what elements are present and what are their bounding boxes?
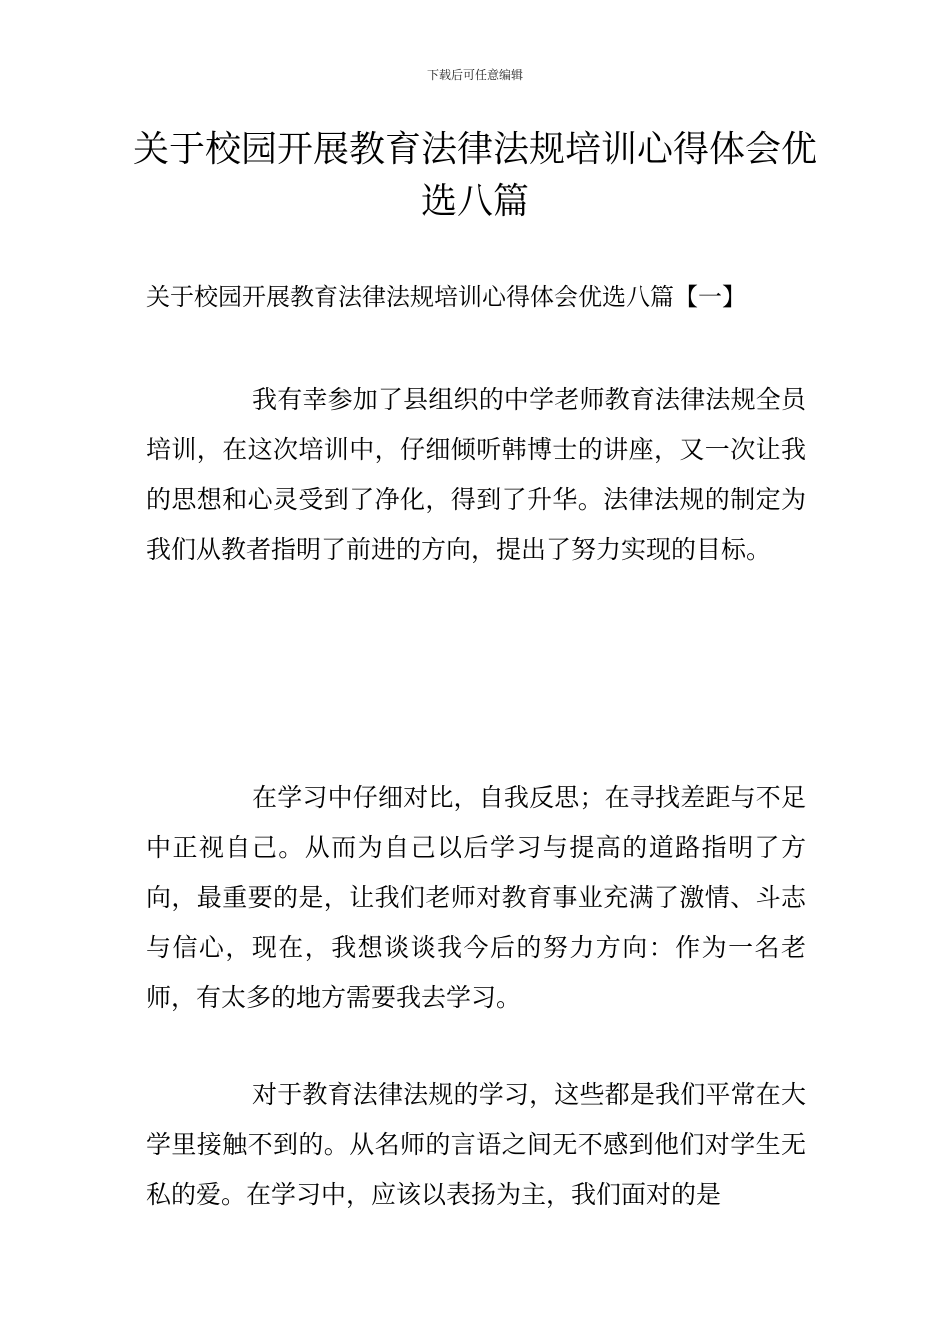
section-heading: 关于校园开展教育法律法规培训心得体会优选八篇【一】 xyxy=(146,283,746,311)
document-title: 关于校园开展教育法律法规培训心得体会优选八篇 xyxy=(132,129,817,222)
paragraph-2: 在学习中仔细对比，自我反思；在寻找差距与不足中正视自己。从而为自己以后学习与提高的道路指明了方向，最重要的是，让我们老师对教育事业充满了激情、斗志与信心，现在，我想谈谈我今后的努力方向：作为一名老师，有太多的地方需要我去学习。 xyxy=(146,783,806,1012)
header-note: 下载后可任意编辑 xyxy=(426,68,523,82)
paragraph-1: 我有幸参加了县组织的中学老师教育法律法规全员培训，在这次培训中，仔细倾听韩博士的讲座，又一次让我的思想和心灵受到了净化，得到了升华。法律法规的制定为我们从教者指明了前进的方向，提出了努力实现的目标。 xyxy=(146,385,806,564)
paragraph-3: 对于教育法律法规的学习，这些都是我们平常在大学里接触不到的。从名师的言语之间无不感到他们对学生无私的爱。在学习中，应该以表扬为主，我们面对的是 xyxy=(146,1080,806,1209)
